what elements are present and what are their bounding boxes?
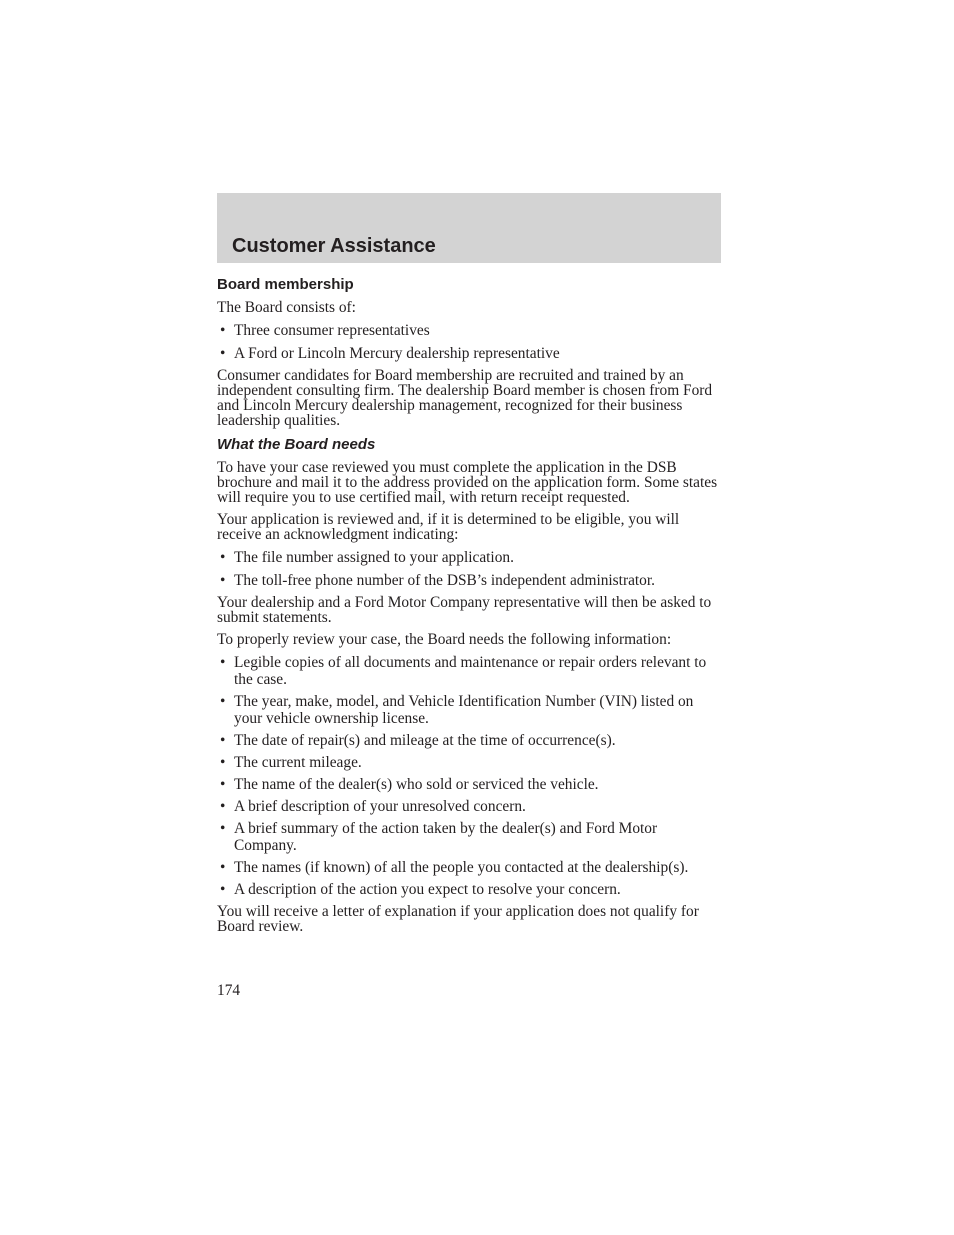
application-review-paragraph: Your application is reviewed and, if it is determined to be eligible, you will receive an acknowledgment indicating: xyxy=(217,511,680,543)
list-item: • The name of the dealer(s) who sold or serviced the vehicle. xyxy=(217,776,721,793)
board-composition-list xyxy=(217,322,721,362)
list-item: • The current mileage. xyxy=(217,754,721,771)
list-item: • A brief description of your unresolved concern. xyxy=(217,798,721,815)
list-item: • Three consumer representatives xyxy=(217,322,721,339)
board-membership-paragraph: Consumer candidates for Board membership are recruited and trained by an independent consulting firm. The dealership Board member is chosen from Ford and Lincoln Mercury dealership management, recognized for their business leadership qualities. xyxy=(217,367,713,429)
board-intro: The Board consists of: xyxy=(217,299,356,316)
header-band xyxy=(217,193,721,263)
acknowledgment-list xyxy=(217,549,721,589)
explanation-letter-paragraph: You will receive a letter of explanation if your application does not qualify for Board review. xyxy=(217,903,699,935)
statements-paragraph: Your dealership and a Ford Motor Company representative will then be asked to submit statements. xyxy=(217,594,712,626)
main-content xyxy=(217,276,721,941)
list-item: • A Ford or Lincoln Mercury dealership representative xyxy=(217,345,721,362)
list-item: • Legible copies of all documents and maintenance or repair orders relevant to the case. xyxy=(217,654,721,688)
list-item: • The date of repair(s) and mileage at the time of occurrence(s). xyxy=(217,732,721,749)
page-title: Customer Assistance xyxy=(232,235,436,257)
list-item: • The toll-free phone number of the DSB’s independent administrator. xyxy=(217,572,721,589)
list-item: • A description of the action you expect to resolve your concern. xyxy=(217,881,721,898)
page-number: 174 xyxy=(217,982,241,999)
section-heading-board-membership: Board membership xyxy=(217,276,354,293)
required-information-list xyxy=(217,654,721,898)
case-review-paragraph: To have your case reviewed you must complete the application in the DSB brochure and mail it to the address provided on the application form. Some states will require you to use certified mail, with return receipt requested. xyxy=(217,459,718,506)
list-item: • A brief summary of the action taken by the dealer(s) and Ford Motor Company. xyxy=(217,820,721,854)
list-item: • The year, make, model, and Vehicle Identification Number (VIN) listed on your vehicle ownership license. xyxy=(217,693,721,727)
list-item: • The file number assigned to your application. xyxy=(217,549,721,566)
information-intro-paragraph: To properly review your case, the Board needs the following information: xyxy=(217,631,672,648)
list-item: • The names (if known) of all the people you contacted at the dealership(s). xyxy=(217,859,721,876)
section-heading-board-needs: What the Board needs xyxy=(217,436,376,453)
